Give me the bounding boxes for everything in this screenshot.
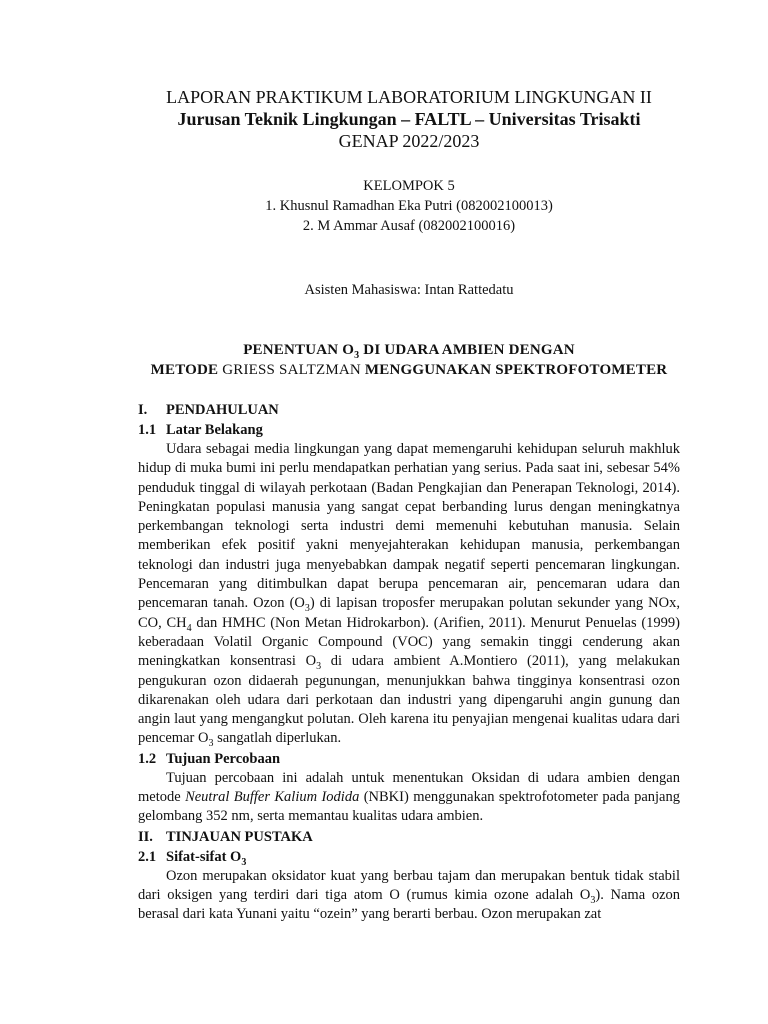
text-run: sangatlah diperlukan. — [213, 730, 342, 747]
section-number: 1.2 — [138, 750, 157, 767]
subsection-heading-1-2 — [138, 749, 680, 769]
subscript: 3 — [590, 894, 596, 906]
text-run: ) di lapisan troposfer merupakan polutan sekunder yang NOx, CO, CH — [138, 595, 680, 631]
text-run: Udara sebagai media lingkungan yang dapat memengaruhi kehidupan seluruh makhluk hidup di muka bumi ini perlu mendapatkan perhatian yang serius. Pada saat ini, sebesar 54% penduduk tinggal di wilayah perkotaan (Badan Pengkajian dan Penerapan Teknologi, 2014). Peningkatan populasi manusia yang sangat cepat berbanding lurus dengan meningkatnya perkembangan teknologi serta industri demi memenuhi kebutuhan manusia. Selain memberikan efek positif yakni menyejahterakan kehidupan manusia, perkembangan teknologi dan industri juga menyebabkan dampak negatif seperti pencemaran lingkungan. Pencemaran yang ditimbulkan dapat berupa pencemaran air, pencemaran udara dan pencemaran tanah. Ozon (O — [138, 441, 680, 612]
department-line: Jurusan Teknik Lingkungan – FALTL – Universitas Trisakti — [177, 109, 641, 129]
group-member: 2. M Ammar Ausaf (082002100016) — [302, 218, 516, 234]
paragraph-latar-belakang — [138, 440, 680, 749]
subscript: 4 — [186, 622, 192, 634]
section-title: Latar Belakang — [166, 422, 263, 438]
experiment-title-line1 — [138, 340, 680, 360]
subscript: 3 — [316, 661, 322, 673]
section-title: Sifat-sifat O — [166, 848, 242, 865]
subscript: 3 — [208, 738, 214, 750]
section-heading-2 — [138, 827, 680, 847]
title-text: DI UDARA AMBIEN DENGAN — [359, 342, 575, 358]
group-member: 1. Khusnul Ramadhan Eka Putri (082002100013) — [265, 198, 553, 214]
subsection-heading-1-1 — [138, 420, 680, 440]
experiment-title — [138, 340, 680, 380]
section-number: 1.1 — [138, 422, 157, 438]
subscript: 3 — [304, 603, 310, 615]
text-run: Tujuan percobaan ini adalah untuk menentukan Oksidan di udara ambien dengan metode — [138, 769, 680, 806]
text-run: (NBKI) menggunakan spektrofotometer pada panjang gelombang 352 nm, serta memantau kualitas udara ambien. — [138, 789, 680, 825]
group-label: KELOMPOK 5 — [363, 178, 455, 194]
section-title: TINJAUAN PUSTAKA — [166, 828, 313, 845]
text-run: dan HMHC (Non Metan Hidrokarbon). (Arifien, 2011). Menurut Penuelas (1999) keberadaan Volatil Organic Compound (VOC) yang semakin tinggi cenderung akan meningkatkan konsentrasi O — [138, 614, 680, 670]
title-text: PENENTUAN O — [243, 342, 355, 358]
report-title: LAPORAN PRAKTIKUM LABORATORIUM LINGKUNGAN II — [166, 87, 652, 107]
title-text: MENGGUNAKAN SPEKTROFOTOMETER — [360, 362, 668, 378]
section-title: PENDAHULUAN — [166, 402, 279, 418]
paragraph-sifat-ozon — [138, 867, 680, 925]
section-number: I. — [138, 402, 148, 418]
text-run: ). Nama ozon berasal dari kata Yunani yaitu “ozein” yang berarti berbau. Ozon merupakan zat — [138, 886, 681, 923]
section-number: II. — [138, 828, 153, 845]
section-number: 2.1 — [138, 848, 157, 865]
italic-text: Neutral Buffer Kalium Iodida — [185, 789, 360, 806]
paragraph-tujuan — [138, 769, 680, 827]
title-text: METODE — [150, 362, 223, 378]
semester-line: GENAP 2022/2023 — [338, 131, 480, 151]
experiment-title-line2 — [138, 360, 680, 380]
text-run: Ozon merupakan oksidator kuat yang berbau tajam dan merupakan bentuk tidak stabil dari oksigen yang terdiri dari tiga atom O (rumus kimia ozone adalah O — [138, 867, 680, 903]
subscript: 3 — [241, 856, 247, 868]
section-title: Tujuan Percobaan — [166, 750, 281, 767]
assistant-line: Asisten Mahasiswa: Intan Rattedatu — [304, 282, 514, 298]
title-subscript: 3 — [354, 350, 360, 361]
text-run: di udara ambient A.Montiero (2011), yang melakukan pengukuran ozon didaerah pegunungan, menunjukkan bahwa tingginya konsentrasi ozon dikarenakan oleh udara dari perkotaan dan industri yang dipengaruhi angin gunung dan angin laut yang mengangkut polutan. Oleh karena itu penyajian mengenai kualitas udara dari pencemar O — [138, 653, 680, 747]
section-heading-1 — [138, 400, 680, 420]
subsection-heading-2-1 — [138, 847, 680, 867]
method-name: GRIESS SALTZMAN — [222, 362, 361, 378]
